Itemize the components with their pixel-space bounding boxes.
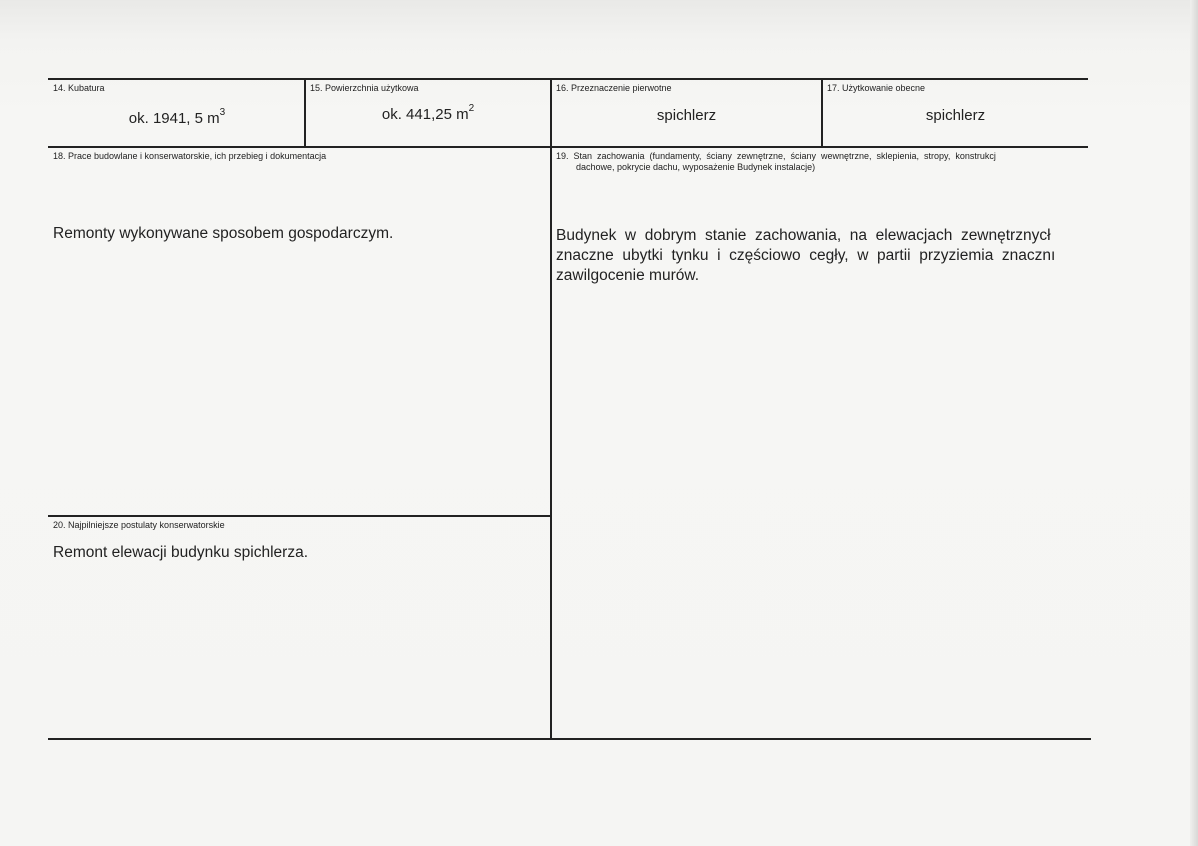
field-17-label: 17. Użytkowanie obecne xyxy=(827,83,926,93)
field-19-label-line2: dachowe, pokrycie dachu, wyposażenie Budynek instalacje) xyxy=(576,162,816,172)
field-18-label: 18. Prace budowlane i konserwatorskie, ich przebieg i dokumentacja xyxy=(53,151,327,161)
field-20-value: Remont elewacji budynku spichlerza. xyxy=(53,544,309,561)
field-14-value xyxy=(52,107,302,127)
divider-18-20 xyxy=(48,515,551,517)
field-19-value-line2: znaczne ubytki tynku i częściowo cegły, w partii przyziemia znacznı xyxy=(556,247,1056,264)
field-19-label xyxy=(556,151,1088,173)
bottom-rule xyxy=(48,738,1091,740)
sheet-edge xyxy=(1190,0,1198,846)
field-15-value-text: ok. 441,25 m xyxy=(381,106,469,123)
divider-15-16 xyxy=(550,78,552,740)
field-20-label: 20. Najpilniejsze postulaty konserwatorskie xyxy=(53,520,225,530)
field-14-label: 14. Kubatura xyxy=(53,83,105,93)
field-19-value-line1: Budynek w dobrym stanie zachowania, na elewacjach zewnętrznycł xyxy=(556,227,1051,244)
top-rule xyxy=(48,78,1088,80)
row1-bottom-rule xyxy=(48,146,1088,148)
field-15-value-exponent: 2 xyxy=(468,103,475,114)
field-15-label: 15. Powierzchnia użytkowa xyxy=(310,83,419,93)
field-15-value xyxy=(306,103,550,123)
field-19-value-line3: zawilgocenie murów. xyxy=(556,267,700,284)
field-14-value-text: ok. 1941, 5 m xyxy=(128,110,220,127)
field-18-value: Remonty wykonywane sposobem gospodarczym. xyxy=(53,225,394,242)
field-19-value xyxy=(556,226,1088,286)
field-17-value: spichlerz xyxy=(925,107,986,124)
field-19-label-line1: 19. Stan zachowania (fundamenty, ściany zewnętrzne, ściany wewnętrzne, sklepienia, stropy, konstrukcj xyxy=(556,151,996,161)
field-14-value-exponent: 3 xyxy=(219,107,226,118)
field-16-label: 16. Przeznaczenie pierwotne xyxy=(556,83,672,93)
field-16-value: spichlerz xyxy=(656,107,717,124)
